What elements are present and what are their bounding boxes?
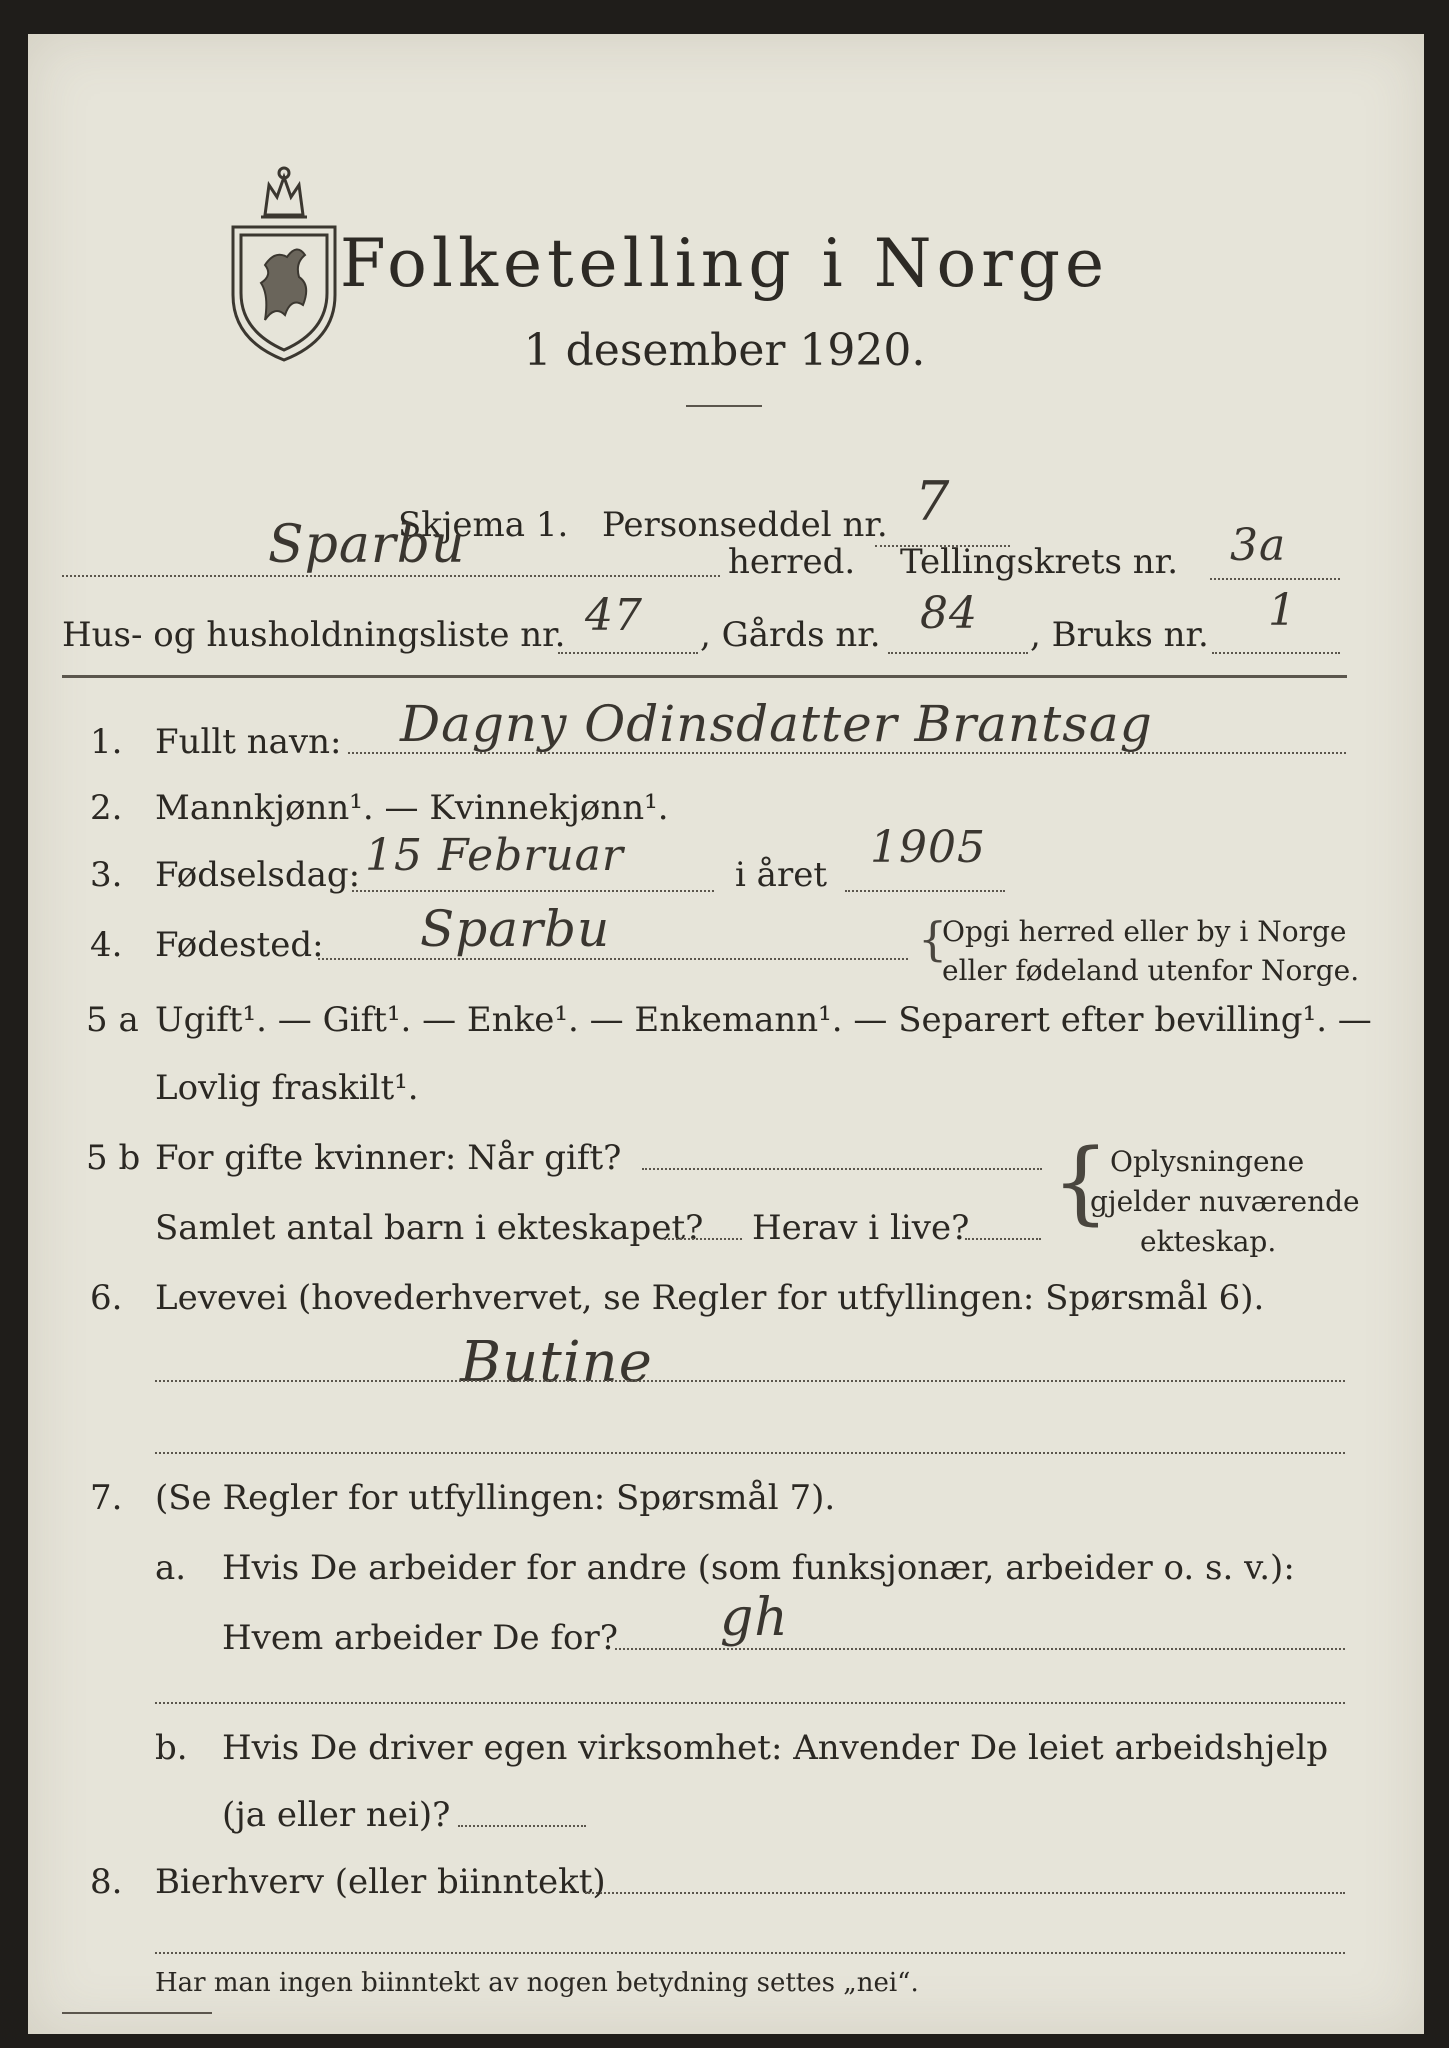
footer-rule [62, 2012, 212, 2014]
birthplace-value: Sparbu [420, 900, 611, 958]
header-separator [62, 675, 1347, 678]
q4-number: 4. [90, 925, 123, 965]
q4-label: Fødested: [155, 925, 324, 965]
q4-note-line2: eller fødeland utenfor Norge. [942, 954, 1360, 987]
birth-year-value: 1905 [870, 822, 986, 873]
q6-label: Levevei (hovederhvervet, se Regler for utfyllingen: Spørsmål 6). [155, 1278, 1265, 1318]
marital-status-options-cont[interactable]: Lovlig fraskilt¹. [155, 1068, 419, 1108]
q4-brace: { [918, 912, 948, 966]
gards-label: , Gårds nr. [700, 615, 881, 655]
q4-note-line1: Opgi herred eller by i Norge [942, 915, 1347, 948]
tellingskrets-field[interactable] [1210, 578, 1340, 580]
husholdningsliste-label: Hus- og husholdningsliste nr. [62, 615, 566, 655]
birthday-field[interactable] [352, 890, 714, 892]
birth-year-field[interactable] [845, 890, 1005, 892]
husholdningsliste-value: 47 [585, 590, 643, 641]
children-alive-label: Herav i live? [752, 1208, 970, 1248]
q6-number: 6. [90, 1278, 123, 1318]
q7-label: (Se Regler for utfyllingen: Spørsmål 7). [155, 1478, 836, 1518]
q5b-note-line1: Oplysningene [1110, 1145, 1305, 1178]
tellingskrets-value: 3a [1230, 520, 1287, 571]
hired-help-field[interactable] [458, 1825, 586, 1827]
q7a-label: Hvis De arbeider for andre (som funksjonær, arbeider o. s. v.): [222, 1548, 1295, 1588]
employer-value: gh [720, 1588, 789, 1648]
occupation-value: Butine [460, 1330, 653, 1395]
q7b-letter: b. [155, 1728, 188, 1768]
side-income-field-line2[interactable] [155, 1952, 1345, 1954]
employer-field-line2[interactable] [155, 1702, 1345, 1704]
gards-field[interactable] [888, 652, 1028, 654]
herred-value: Sparbu [268, 515, 466, 575]
q3-number: 3. [90, 855, 123, 895]
gender-options[interactable]: Mannkjønn¹. — Kvinnekjønn¹. [155, 788, 669, 828]
occupation-field-line1[interactable] [155, 1380, 1345, 1382]
q7-number: 7. [90, 1478, 123, 1518]
form-title: Folketelling i Norge [339, 225, 1110, 302]
bruks-field[interactable] [1212, 652, 1340, 654]
skjema-label: Skjema 1. [398, 505, 569, 545]
q2-number: 2. [90, 788, 123, 828]
herred-field[interactable] [62, 575, 720, 577]
full-name-value: Dagny Odinsdatter Brantsag [400, 695, 1153, 753]
q7b-label: Hvis De driver egen virksomhet: Anvender De leiet arbeidshjelp [222, 1728, 1329, 1768]
birth-year-label: i året [735, 855, 827, 895]
husholdningsliste-field[interactable] [558, 652, 698, 654]
marital-status-options[interactable]: Ugift¹. — Gift¹. — Enke¹. — Enkemann¹. — Separert efter bevilling¹. — [155, 1000, 1372, 1040]
side-income-field[interactable] [585, 1892, 1345, 1894]
q7a-letter: a. [155, 1548, 187, 1588]
q8-number: 8. [90, 1862, 123, 1902]
q1-number: 1. [90, 722, 123, 762]
employer-label: Hvem arbeider De for? [222, 1618, 618, 1658]
herred-label: herred. [728, 542, 856, 582]
occupation-field-line2[interactable] [155, 1452, 1345, 1454]
children-alive-field[interactable] [965, 1238, 1041, 1240]
personseddel-value: 7 [915, 470, 951, 533]
children-total-label: Samlet antal barn i ekteskapet? [155, 1208, 704, 1248]
birthplace-field[interactable] [318, 958, 908, 960]
bruks-value: 1 [1268, 585, 1297, 636]
employer-field[interactable] [615, 1648, 1345, 1650]
children-total-field[interactable] [664, 1238, 742, 1240]
title-divider [686, 405, 762, 407]
q5a-number: 5 a [86, 1000, 139, 1040]
married-when-label: For gifte kvinner: Når gift? [155, 1138, 622, 1178]
q5b-note-line3: ekteskap. [1140, 1225, 1277, 1258]
hired-help-label: (ja eller nei)? [222, 1795, 451, 1835]
personseddel-label: Personseddel nr. [602, 505, 888, 545]
married-when-field[interactable] [642, 1168, 1042, 1170]
q1-label: Fullt navn: [155, 722, 342, 762]
q5b-number: 5 b [86, 1138, 141, 1178]
q3-label: Fødselsdag: [155, 855, 361, 895]
gards-value: 84 [920, 588, 978, 639]
form-date: 1 desember 1920. [523, 325, 926, 376]
q5b-note-line2: gjelder nuværende [1090, 1185, 1360, 1218]
tellingskrets-label: Tellingskrets nr. [900, 542, 1179, 582]
footer-note: Har man ingen biinntekt av nogen betydning settes „nei“. [155, 1968, 919, 1998]
birthday-value: 15 Februar [365, 830, 624, 881]
q8-label: Bierhverv (eller biinntekt) [155, 1862, 606, 1902]
bruks-label: , Bruks nr. [1030, 615, 1209, 655]
q5b-brace: { [1052, 1130, 1110, 1235]
